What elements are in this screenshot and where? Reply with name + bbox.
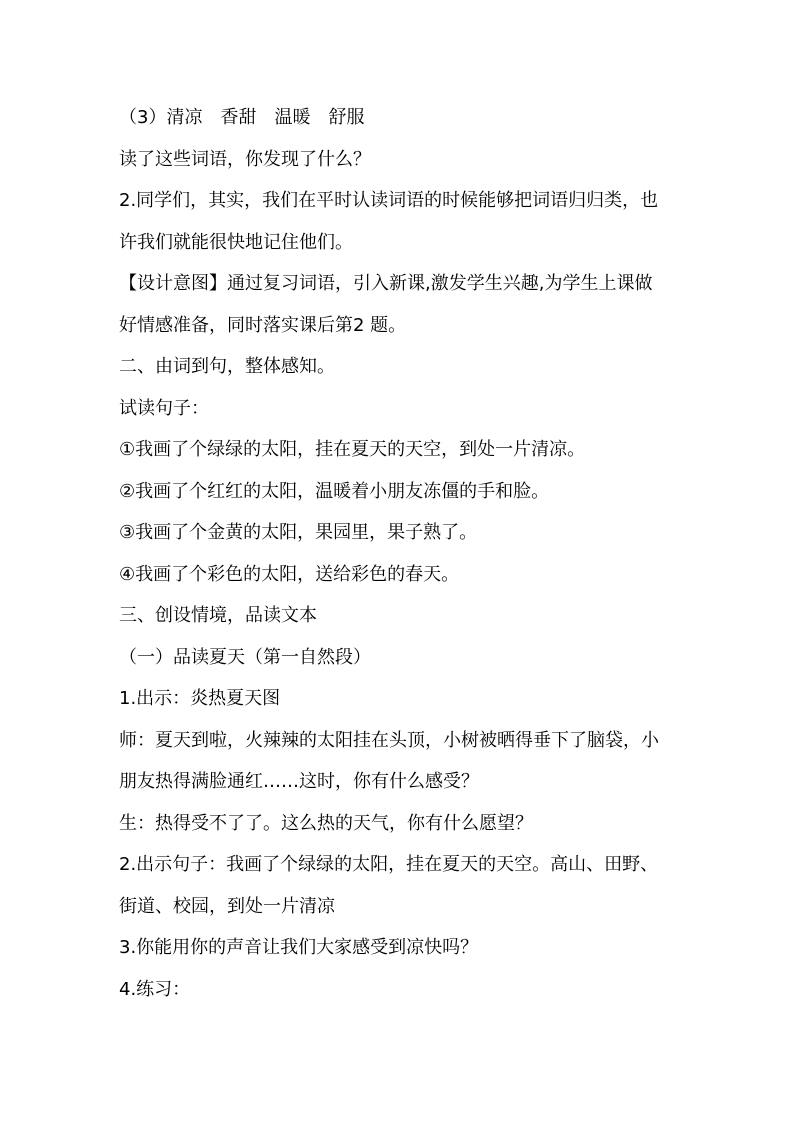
paragraph-line: 4.练习：: [119, 979, 191, 1000]
paragraph-line: 许我们就能很快地记住他们。: [119, 232, 353, 253]
section-heading: 二、由词到句，整体感知。: [119, 356, 335, 377]
sentence-item: ②我画了个红红的太阳，温暖着小朋友冻僵的手和脸。: [119, 481, 550, 502]
sentence-item: ④我画了个彩色的太阳，送给彩色的春天。: [119, 564, 460, 585]
word-group-3: （3）清凉 香甜 温暖 舒服: [119, 107, 365, 128]
sentence-item: ③我画了个金黄的太阳，果园里，果子熟了。: [119, 522, 478, 543]
paragraph-line: 试读句子：: [119, 398, 209, 419]
paragraph-line: 2.出示句子：我画了个绿绿的太阳，挂在夏天的天空。高山、田野、: [119, 854, 659, 875]
question-line: 读了这些词语，你发现了什么？: [119, 149, 371, 170]
subsection-heading: （一）品读夏天（第一自然段）: [119, 647, 371, 668]
paragraph-line: 2.同学们，其实，我们在平时认读词语的时候能够把词语归归类，也: [119, 190, 659, 211]
paragraph-line: 1.出示：炎热夏天图: [119, 688, 281, 709]
paragraph-line: 生：热得受不了了。这么热的天气，你有什么愿望？: [119, 813, 533, 834]
paragraph-line: 师：夏天到啦，火辣辣的太阳挂在头顶，小树被晒得垂下了脑袋，小: [119, 730, 659, 751]
paragraph-line: 朋友热得满脸通红……这时，你有什么感受？: [119, 771, 479, 792]
sentence-item: ①我画了个绿绿的太阳，挂在夏天的天空，到处一片清凉。: [119, 439, 586, 460]
paragraph-line: 街道、校园，到处一片清凉: [119, 896, 335, 917]
design-intent-line: 好情感准备，同时落实课后第2 题。: [119, 315, 407, 336]
paragraph-line: 3.你能用你的声音让我们大家感受到凉快吗？: [119, 937, 479, 958]
design-intent-line: 【设计意图】通过复习词语，引入新课,激发学生兴趣,为学生上课做: [119, 273, 653, 294]
section-heading: 三、创设情境，品读文本: [119, 605, 317, 626]
